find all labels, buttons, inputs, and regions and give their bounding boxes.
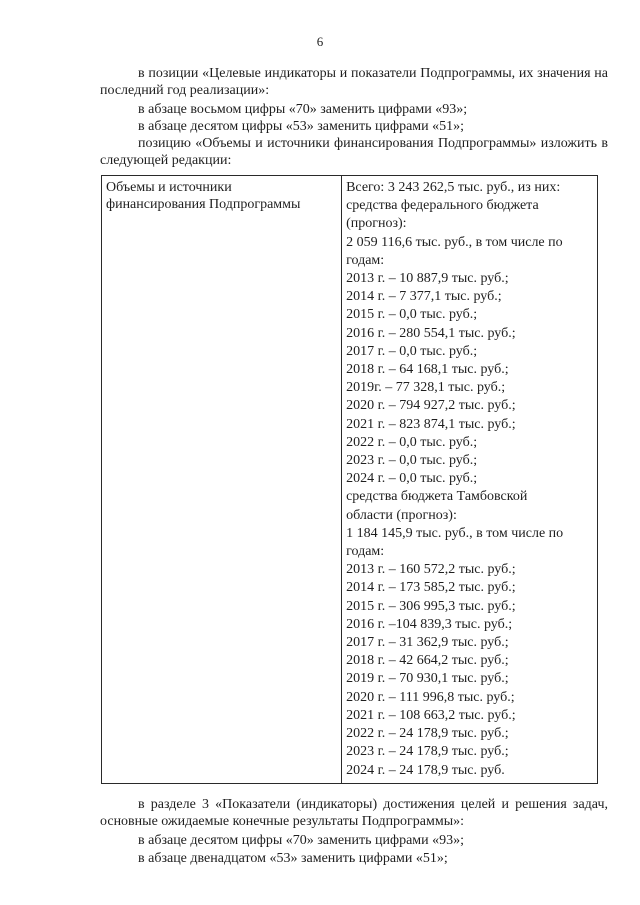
- regional-year-line: 2021 г. – 108 663,2 тыс. руб.;: [346, 707, 516, 723]
- federal-year-line: 2021 г. – 823 874,1 тыс. руб.;: [346, 416, 516, 432]
- federal-year-line: 2024 г. – 0,0 тыс. руб.;: [346, 471, 478, 487]
- federal-budget-total: 2 059 116,6 тыс. руб., в том числе по: [346, 234, 563, 250]
- federal-year-line: 2022 г. – 0,0 тыс. руб.;: [346, 434, 478, 450]
- regional-year-line: 2015 г. – 306 995,3 тыс. руб.;: [346, 598, 516, 614]
- federal-year-line: 2018 г. – 64 168,1 тыс. руб.;: [346, 362, 509, 378]
- regional-budget-total: 1 184 145,9 тыс. руб., в том числе по: [346, 525, 564, 541]
- federal-budget-total: годам:: [346, 252, 385, 268]
- federal-budget-heading: (прогноз):: [346, 216, 407, 232]
- federal-year-line: 2013 г. – 10 887,9 тыс. руб.;: [346, 271, 509, 287]
- federal-year-line: 2016 г. – 280 554,1 тыс. руб.;: [346, 325, 516, 341]
- financing-label-cell: [102, 176, 342, 784]
- paragraph-abzac-10: в абзаце десятом цифры «53» заменить цифрами «51»;: [138, 119, 465, 134]
- regional-budget-heading: средства бюджета Тамбовской: [346, 489, 528, 505]
- page-number: 6: [316, 34, 324, 49]
- regional-budget-heading: области (прогноз):: [346, 507, 457, 523]
- federal-budget-heading: средства федерального бюджета: [346, 198, 539, 214]
- regional-year-line: 2018 г. – 42 664,2 тыс. руб.;: [346, 653, 509, 669]
- regional-year-line: 2024 г. – 24 178,9 тыс. руб.: [346, 762, 505, 778]
- paragraph-section-3-abzac-12: в абзаце двенадцатом «53» заменить цифрами «51»;: [138, 851, 448, 866]
- federal-year-line: 2019г. – 77 328,1 тыс. руб.;: [346, 380, 506, 396]
- financing-total-line: Всего: 3 243 262,5 тыс. руб., из них:: [346, 180, 561, 195]
- regional-year-line: 2017 г. – 31 362,9 тыс. руб.;: [346, 635, 509, 651]
- federal-year-line: 2023 г. – 0,0 тыс. руб.;: [346, 453, 478, 469]
- federal-year-line: 2014 г. – 7 377,1 тыс. руб.;: [346, 289, 502, 305]
- regional-year-line: 2014 г. – 173 585,2 тыс. руб.;: [346, 580, 516, 596]
- paragraph-financing-position: позицию «Объемы и источники финансирования Подпрограммы» изложить в следующей редакции:: [100, 136, 608, 168]
- regional-year-line: 2019 г. – 70 930,1 тыс. руб.;: [346, 671, 509, 687]
- regional-year-line: 2016 г. –104 839,3 тыс. руб.;: [346, 616, 513, 632]
- table-row: [102, 176, 598, 784]
- financing-values-cell: [342, 176, 598, 784]
- regional-budget-total: годам:: [346, 544, 385, 560]
- federal-year-line: 2015 г. – 0,0 тыс. руб.;: [346, 307, 478, 323]
- paragraph-abzac-8: в абзаце восьмом цифры «70» заменить цифрами «93»;: [138, 102, 468, 117]
- federal-year-line: 2020 г. – 794 927,2 тыс. руб.;: [346, 398, 516, 414]
- regional-year-line: 2023 г. – 24 178,9 тыс. руб.;: [346, 744, 509, 760]
- regional-year-line: 2022 г. – 24 178,9 тыс. руб.;: [346, 726, 509, 742]
- regional-year-line: 2013 г. – 160 572,2 тыс. руб.;: [346, 562, 516, 578]
- financing-table: [101, 175, 598, 784]
- financing-label-line: Объемы и источники: [106, 180, 232, 195]
- paragraph-section-3: в разделе 3 «Показатели (индикаторы) достижения целей и решения задач, основные ожидаемые конечные результаты Подпрограммы»:: [100, 797, 608, 829]
- paragraph-target-indicators: в позиции «Целевые индикаторы и показатели Подпрограммы, их значения на последний год реализации»:: [100, 66, 608, 98]
- financing-label-line: финансирования Подпрограммы: [106, 197, 301, 212]
- paragraph-section-3-abzac-10: в абзаце десятом цифры «70» заменить цифрами «93»;: [138, 833, 465, 848]
- federal-year-line: 2017 г. – 0,0 тыс. руб.;: [346, 343, 478, 359]
- regional-year-line: 2020 г. – 111 996,8 тыс. руб.;: [346, 689, 515, 705]
